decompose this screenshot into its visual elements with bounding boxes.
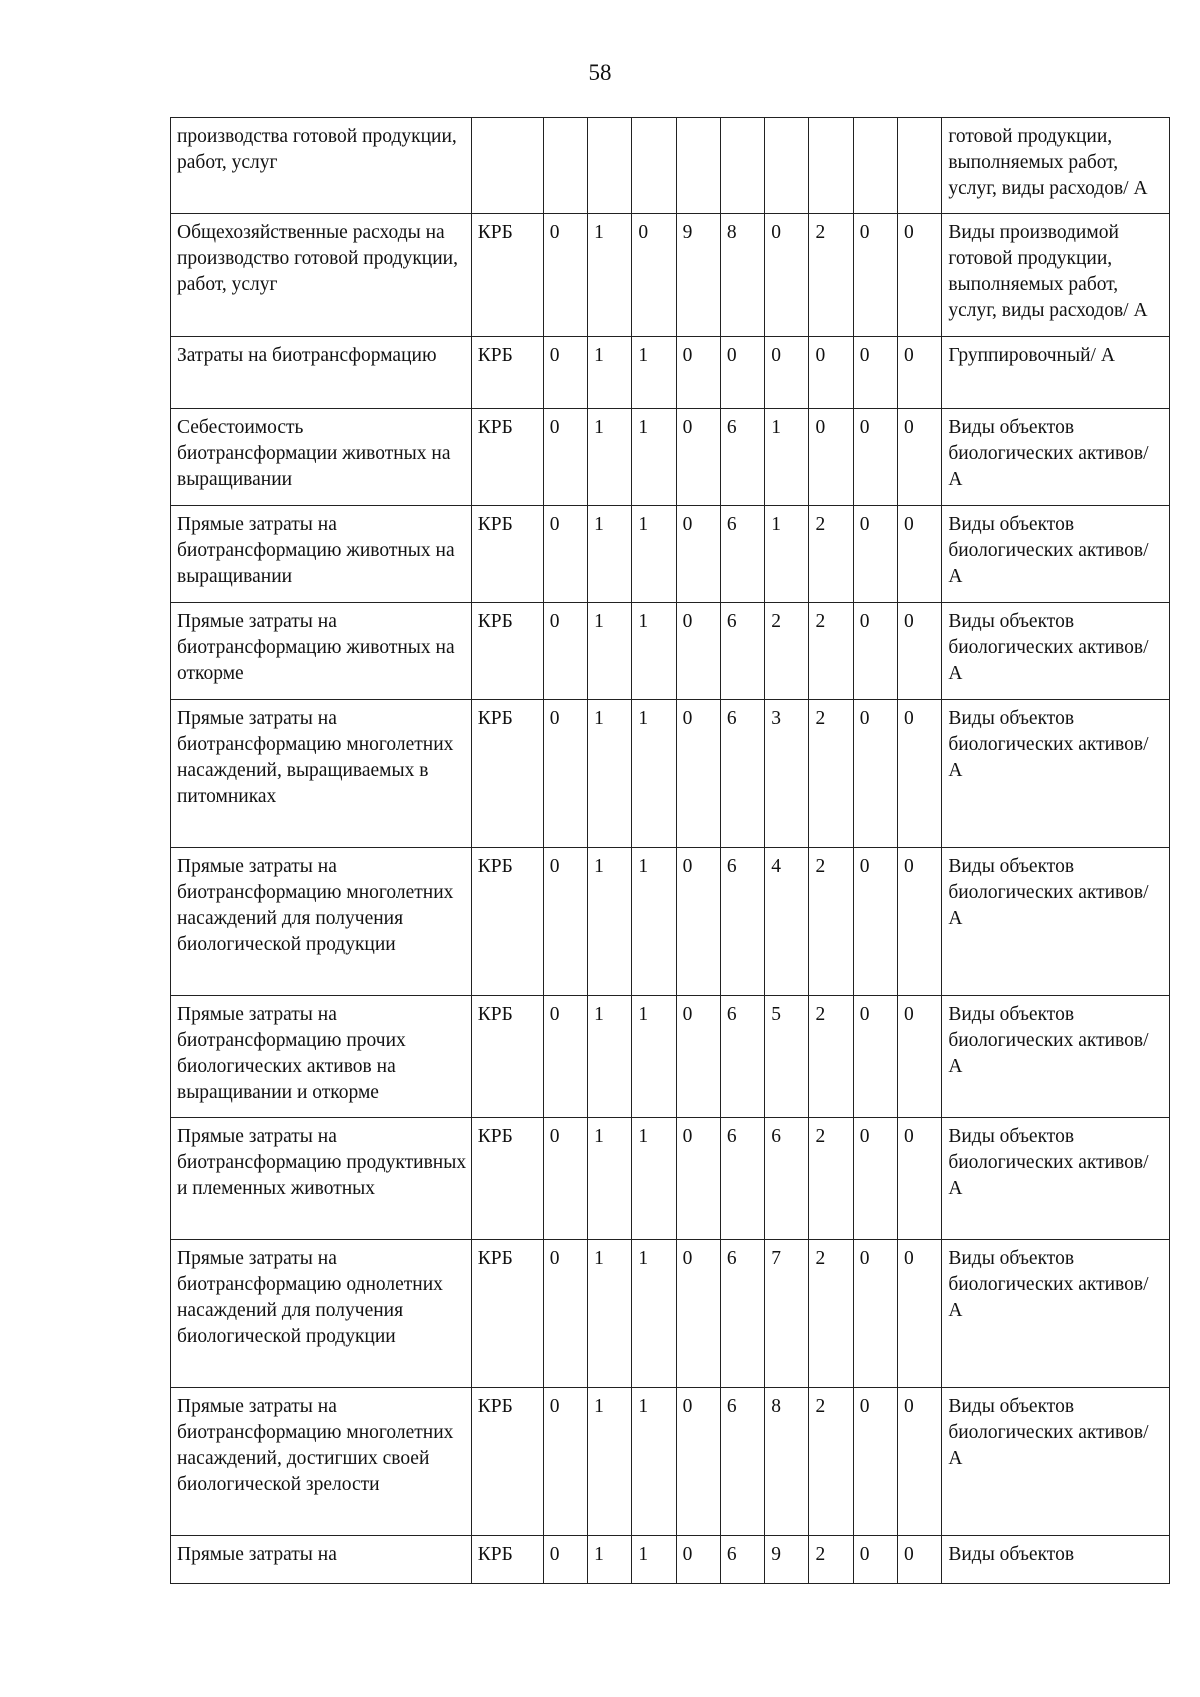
account-digit-cell: 2 — [809, 603, 853, 700]
account-digit-cell: 6 — [720, 409, 764, 506]
account-digit-cell: 2 — [809, 1240, 853, 1388]
account-digit-cell: 1 — [588, 603, 632, 700]
analytic-accounting-cell: Виды объектов биологических активов/ А — [942, 848, 1170, 996]
account-digit-cell — [898, 118, 942, 214]
account-digit-cell: 0 — [853, 848, 897, 996]
account-digit-cell: 5 — [765, 996, 809, 1118]
account-digit-cell: 1 — [588, 214, 632, 337]
account-digit-cell: 6 — [720, 1388, 764, 1536]
account-digit-cell: 6 — [720, 603, 764, 700]
account-code-cell: КРБ — [471, 1118, 543, 1240]
account-digit-cell — [720, 118, 764, 214]
account-digit-cell: 2 — [809, 506, 853, 603]
account-code-cell — [471, 118, 543, 214]
table-row — [171, 1118, 1170, 1240]
account-name-cell: Прямые затраты на биотрансформацию многолетних насаждений, достигших своей биологической зрелости — [171, 1388, 472, 1536]
account-digit-cell: 7 — [765, 1240, 809, 1388]
account-digit-cell: 0 — [809, 337, 853, 409]
account-digit-cell: 2 — [809, 1536, 853, 1584]
account-digit-cell: 1 — [632, 409, 676, 506]
account-digit-cell: 1 — [632, 1118, 676, 1240]
account-digit-cell: 1 — [588, 1536, 632, 1584]
table-body — [171, 118, 1170, 1584]
account-digit-cell: 0 — [765, 214, 809, 337]
account-digit-cell: 0 — [543, 506, 587, 603]
account-code-cell: КРБ — [471, 1536, 543, 1584]
account-digit-cell: 0 — [543, 848, 587, 996]
account-name-cell: Общехозяйственные расходы на производство готовой продукции, работ, услуг — [171, 214, 472, 337]
analytic-accounting-cell: Виды объектов биологических активов/ А — [942, 1118, 1170, 1240]
account-digit-cell — [588, 118, 632, 214]
account-digit-cell: 0 — [898, 1240, 942, 1388]
account-digit-cell: 1 — [632, 337, 676, 409]
account-name-cell: Прямые затраты на биотрансформацию животных на выращивании — [171, 506, 472, 603]
account-digit-cell: 0 — [898, 700, 942, 848]
account-digit-cell: 2 — [809, 848, 853, 996]
account-digit-cell: 6 — [720, 700, 764, 848]
account-digit-cell: 6 — [720, 996, 764, 1118]
account-digit-cell: 1 — [588, 848, 632, 996]
account-digit-cell: 1 — [588, 1240, 632, 1388]
account-digit-cell: 0 — [543, 1536, 587, 1584]
table-row — [171, 848, 1170, 996]
account-digit-cell: 1 — [588, 1118, 632, 1240]
account-digit-cell: 4 — [765, 848, 809, 996]
account-name-cell: Прямые затраты на биотрансформацию животных на откорме — [171, 603, 472, 700]
analytic-accounting-cell: Виды объектов биологических активов/ А — [942, 409, 1170, 506]
account-digit-cell — [853, 118, 897, 214]
account-code-cell: КРБ — [471, 996, 543, 1118]
account-digit-cell: 1 — [588, 506, 632, 603]
account-digit-cell: 0 — [632, 214, 676, 337]
account-code-cell: КРБ — [471, 214, 543, 337]
account-digit-cell: 0 — [898, 1388, 942, 1536]
account-digit-cell: 0 — [543, 603, 587, 700]
account-code-cell: КРБ — [471, 506, 543, 603]
account-digit-cell: 0 — [676, 409, 720, 506]
table-row — [171, 1536, 1170, 1584]
account-name-cell: Прямые затраты на биотрансформацию прочих биологических активов на выращивании и откорме — [171, 996, 472, 1118]
account-digit-cell: 0 — [676, 1240, 720, 1388]
account-digit-cell: 0 — [853, 337, 897, 409]
account-digit-cell: 0 — [720, 337, 764, 409]
account-code-cell: КРБ — [471, 848, 543, 996]
account-digit-cell: 6 — [720, 1536, 764, 1584]
account-code-cell: КРБ — [471, 337, 543, 409]
account-digit-cell: 0 — [853, 1536, 897, 1584]
account-name-cell: Прямые затраты на биотрансформацию продуктивных и племенных животных — [171, 1118, 472, 1240]
account-name-cell: Прямые затраты на биотрансформацию многолетних насаждений, выращиваемых в питомниках — [171, 700, 472, 848]
table-row — [171, 409, 1170, 506]
account-digit-cell: 6 — [720, 1118, 764, 1240]
account-digit-cell: 0 — [898, 848, 942, 996]
account-digit-cell: 2 — [809, 1388, 853, 1536]
account-digit-cell: 2 — [809, 214, 853, 337]
account-digit-cell — [632, 118, 676, 214]
account-digit-cell: 0 — [543, 1240, 587, 1388]
account-digit-cell: 0 — [543, 1118, 587, 1240]
account-digit-cell: 1 — [588, 700, 632, 848]
account-name-cell: Прямые затраты на биотрансформацию однолетних насаждений для получения биологической продукции — [171, 1240, 472, 1388]
account-digit-cell: 0 — [898, 1118, 942, 1240]
account-digit-cell: 2 — [765, 603, 809, 700]
account-digit-cell: 1 — [632, 848, 676, 996]
account-digit-cell: 2 — [809, 996, 853, 1118]
account-digit-cell: 0 — [898, 603, 942, 700]
account-digit-cell: 0 — [853, 700, 897, 848]
analytic-accounting-cell: Виды объектов биологических активов/ А — [942, 603, 1170, 700]
account-digit-cell: 0 — [853, 603, 897, 700]
account-digit-cell: 0 — [898, 214, 942, 337]
account-digit-cell: 0 — [853, 506, 897, 603]
account-digit-cell: 0 — [853, 1388, 897, 1536]
page-number: 58 — [588, 60, 612, 85]
account-digit-cell: 6 — [720, 1240, 764, 1388]
account-digit-cell: 0 — [676, 1536, 720, 1584]
account-digit-cell: 8 — [765, 1388, 809, 1536]
account-digit-cell: 1 — [765, 409, 809, 506]
account-digit-cell: 1 — [632, 603, 676, 700]
account-code-cell: КРБ — [471, 409, 543, 506]
table-row — [171, 118, 1170, 214]
account-digit-cell: 2 — [809, 700, 853, 848]
account-digit-cell: 0 — [765, 337, 809, 409]
analytic-accounting-cell: Группировочный/ А — [942, 337, 1170, 409]
account-digit-cell: 0 — [898, 506, 942, 603]
table-row — [171, 1240, 1170, 1388]
account-digit-cell: 0 — [676, 1388, 720, 1536]
account-name-cell: Прямые затраты на биотрансформацию многолетних насаждений для получения биологической продукции — [171, 848, 472, 996]
account-digit-cell: 0 — [809, 409, 853, 506]
account-digit-cell: 0 — [543, 996, 587, 1118]
table-row — [171, 996, 1170, 1118]
analytic-accounting-cell: Виды объектов биологических активов/ А — [942, 506, 1170, 603]
account-digit-cell: 0 — [676, 603, 720, 700]
account-digit-cell: 0 — [853, 1118, 897, 1240]
account-digit-cell: 0 — [898, 1536, 942, 1584]
table-row — [171, 214, 1170, 337]
account-digit-cell: 1 — [632, 1240, 676, 1388]
account-digit-cell: 0 — [898, 337, 942, 409]
account-digit-cell: 0 — [543, 409, 587, 506]
account-code-cell: КРБ — [471, 1240, 543, 1388]
account-digit-cell: 0 — [543, 214, 587, 337]
account-digit-cell: 1 — [588, 337, 632, 409]
account-digit-cell: 1 — [632, 1388, 676, 1536]
account-digit-cell: 1 — [632, 506, 676, 603]
account-digit-cell: 1 — [632, 700, 676, 848]
accounts-table — [170, 117, 1170, 1584]
analytic-accounting-cell: Виды объектов биологических активов/ А — [942, 996, 1170, 1118]
account-digit-cell: 9 — [676, 214, 720, 337]
account-digit-cell: 3 — [765, 700, 809, 848]
account-digit-cell: 6 — [720, 848, 764, 996]
account-digit-cell: 6 — [720, 506, 764, 603]
analytic-accounting-cell: Виды объектов — [942, 1536, 1170, 1584]
table-row — [171, 700, 1170, 848]
analytic-accounting-cell: Виды объектов биологических активов/ А — [942, 700, 1170, 848]
account-digit-cell — [543, 118, 587, 214]
analytic-accounting-cell: Виды производимой готовой продукции, выполняемых работ, услуг, виды расходов/ А — [942, 214, 1170, 337]
account-digit-cell: 0 — [898, 409, 942, 506]
account-code-cell: КРБ — [471, 1388, 543, 1536]
account-digit-cell: 0 — [898, 996, 942, 1118]
account-digit-cell: 0 — [676, 1118, 720, 1240]
table-row — [171, 337, 1170, 409]
account-digit-cell: 1 — [632, 996, 676, 1118]
account-code-cell: КРБ — [471, 700, 543, 848]
account-digit-cell: 0 — [853, 214, 897, 337]
account-digit-cell: 1 — [588, 409, 632, 506]
account-digit-cell — [809, 118, 853, 214]
account-digit-cell: 1 — [632, 1536, 676, 1584]
account-digit-cell: 0 — [676, 700, 720, 848]
account-digit-cell: 0 — [676, 848, 720, 996]
table-row — [171, 1388, 1170, 1536]
analytic-accounting-cell: Виды объектов биологических активов/ А — [942, 1388, 1170, 1536]
account-name-cell: Прямые затраты на — [171, 1536, 472, 1584]
account-digit-cell: 6 — [765, 1118, 809, 1240]
account-digit-cell: 1 — [588, 1388, 632, 1536]
account-digit-cell: 1 — [765, 506, 809, 603]
account-name-cell: Себестоимость биотрансформации животных на выращивании — [171, 409, 472, 506]
account-digit-cell: 8 — [720, 214, 764, 337]
account-digit-cell: 0 — [543, 1388, 587, 1536]
account-digit-cell: 0 — [853, 996, 897, 1118]
analytic-accounting-cell: Виды объектов биологических активов/ А — [942, 1240, 1170, 1388]
account-digit-cell: 0 — [676, 996, 720, 1118]
table-row — [171, 603, 1170, 700]
account-digit-cell: 0 — [676, 506, 720, 603]
account-digit-cell: 0 — [676, 337, 720, 409]
account-name-cell: Затраты на биотрансформацию — [171, 337, 472, 409]
account-digit-cell — [676, 118, 720, 214]
account-digit-cell: 0 — [543, 700, 587, 848]
analytic-accounting-cell: готовой продукции, выполняемых работ, услуг, виды расходов/ А — [942, 118, 1170, 214]
account-digit-cell: 9 — [765, 1536, 809, 1584]
account-digit-cell — [765, 118, 809, 214]
table-row — [171, 506, 1170, 603]
account-digit-cell: 1 — [588, 996, 632, 1118]
account-name-cell: производства готовой продукции, работ, услуг — [171, 118, 472, 214]
account-digit-cell: 2 — [809, 1118, 853, 1240]
account-digit-cell: 0 — [853, 1240, 897, 1388]
account-digit-cell: 0 — [543, 337, 587, 409]
account-digit-cell: 0 — [853, 409, 897, 506]
account-code-cell: КРБ — [471, 603, 543, 700]
